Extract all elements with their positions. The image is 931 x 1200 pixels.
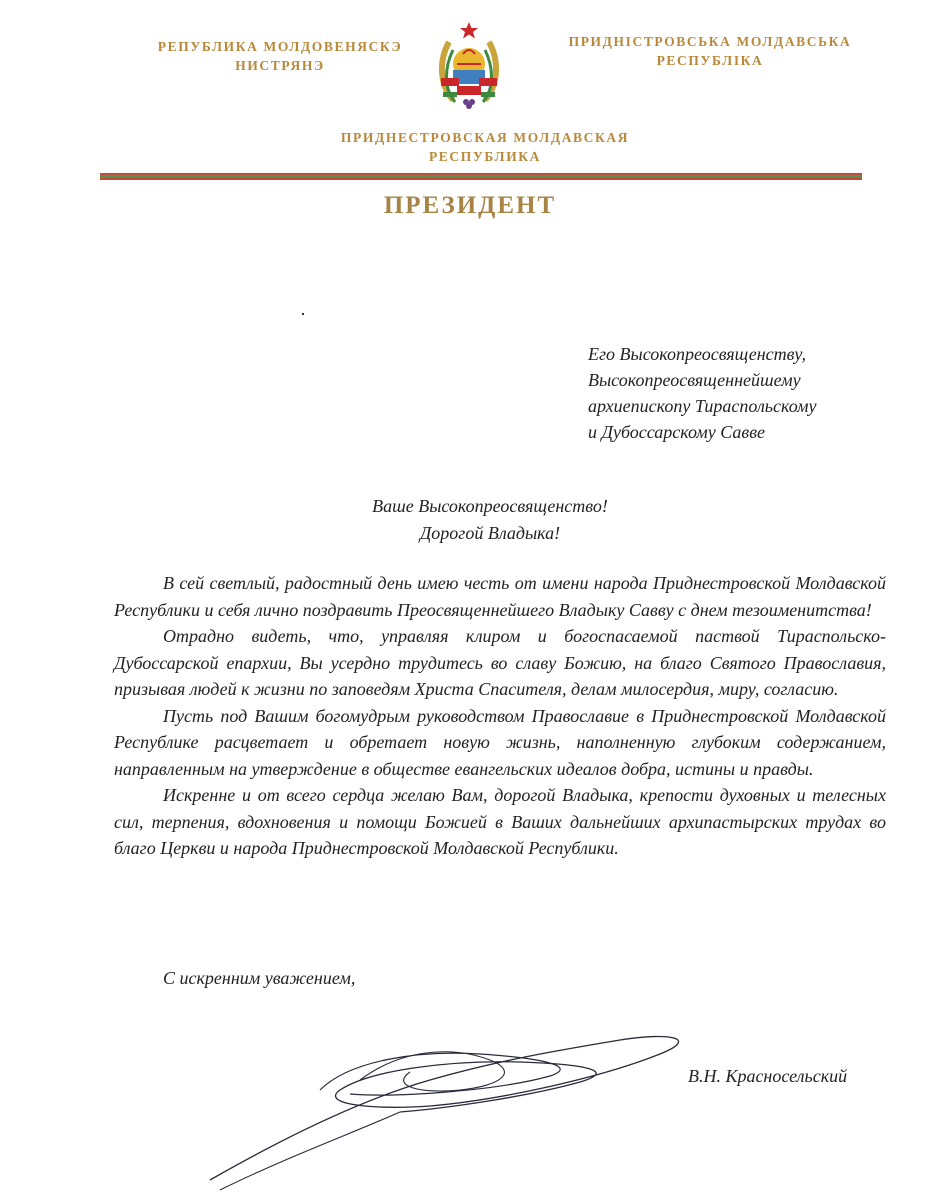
letterhead-ukrainian-line1: ПРИДНІСТРОВСЬКА МОЛДАВСЬКА	[568, 34, 852, 49]
addressee-line: Его Высокопреосвященству,	[588, 344, 807, 364]
letterhead-russian	[315, 128, 655, 166]
letterhead-ukrainian-line2: РЕСПУБЛІКА	[656, 53, 764, 68]
handwritten-signature	[200, 1020, 720, 1195]
addressee-block	[588, 341, 918, 445]
body-paragraph: Пусть под Вашим богомудрым руководством Православие в Приднестровской Молдавской Республике расцветает и обретает новую жизнь, наполненную глубоким содержанием, направленным на утверждение в обществе евангельских идеалов добра, истины и правды.	[114, 705, 886, 779]
letterhead-moldovan-line2: НИСТРЯНЭ	[235, 58, 325, 73]
addressee-line: архиепископу Тираспольскому	[588, 396, 817, 416]
body-paragraph: В сей светлый, радостный день имею честь от имени народа Приднестровской Молдавской Республики и себя лично поздравить Преосвященнейшего Владыку Савву с днем тезоименитства!	[114, 573, 886, 620]
body-paragraph: Отрадно видеть, что, управляя клиром и богоспасаемой паствой Тираспольско-Дубоссарской епархии, Вы усердно трудитесь во славу Божию, на благо Святого Православия, призывая людей к жизни по заповедям Христа Спасителя, делам милосердия, миру, согласию.	[114, 626, 886, 699]
letterhead-ukrainian	[540, 32, 880, 70]
state-emblem-icon	[433, 20, 505, 110]
letterhead-russian-line1: ПРИДНЕСТРОВСКАЯ МОЛДАВСКАЯ	[340, 130, 630, 145]
salutation	[280, 493, 700, 547]
closing-phrase: С искренним уважением,	[163, 968, 356, 988]
flag-divider	[100, 173, 862, 182]
addressee-line: и Дубоссарскому Савве	[588, 422, 766, 442]
stray-dot	[302, 313, 304, 315]
letterhead-moldovan	[130, 37, 430, 75]
signatory-name: В.Н. Красносельский	[688, 1066, 848, 1086]
body-paragraph: Искренне и от всего сердца желаю Вам, дорогой Владыка, крепости духовных и телесных сил, терпения, вдохновения и помощи Божией в Ваших дальнейших архипастырских трудах во благо Церкви и народа Приднестровской Молдавской Республики.	[114, 785, 886, 858]
letterhead-russian-line2: РЕСПУБЛИКА	[428, 149, 542, 164]
salutation-line: Ваше Высокопреосвященство!	[372, 496, 608, 516]
letter-body	[114, 570, 886, 862]
addressee-line: Высокопреосвященнейшему	[588, 370, 801, 390]
letterhead-moldovan-line1: РЕПУБЛИКА МОЛДОВЕНЯСКЭ	[157, 39, 403, 54]
salutation-line: Дорогой Владыка!	[419, 523, 561, 543]
page-title: ПРЕЗИДЕНТ	[383, 192, 557, 219]
